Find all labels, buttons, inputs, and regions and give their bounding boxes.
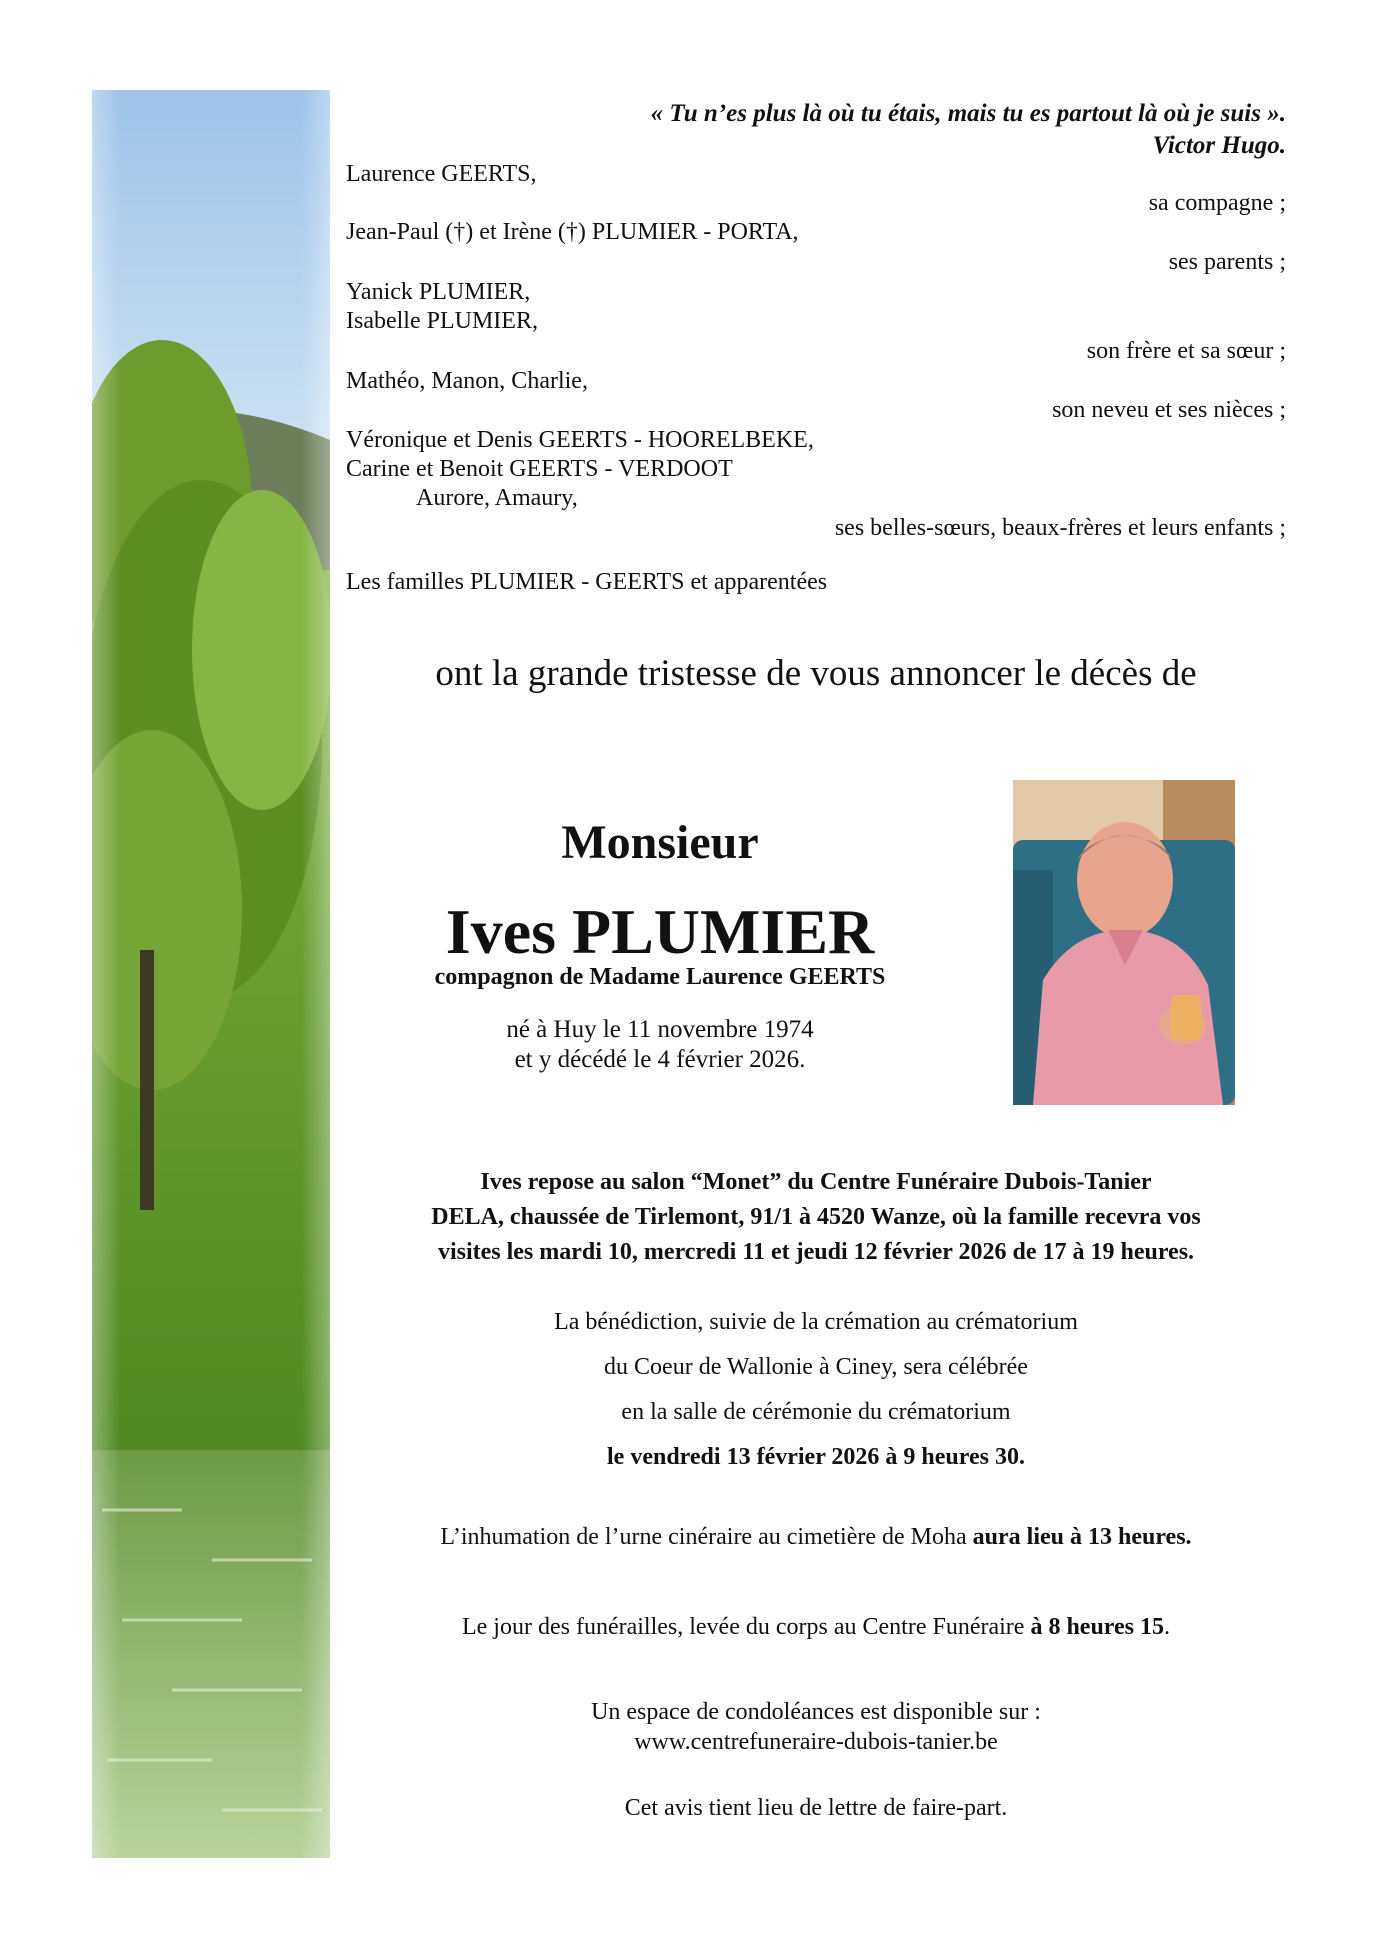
- ceremony-line-3: en la salle de cérémonie du crématorium: [621, 1399, 1011, 1425]
- family-name-2b: Isabelle PLUMIER,: [346, 308, 538, 334]
- landscape-strip-image: [92, 90, 330, 1858]
- family-name-2a: Yanick PLUMIER,: [346, 279, 531, 305]
- ceremony-info: [346, 1300, 1286, 1480]
- family-name-3: Mathéo, Manon, Charlie,: [346, 368, 588, 394]
- announcement-text: ont la grande tristesse de vous annoncer le décès de: [435, 653, 1197, 694]
- funeral-day-text: Le jour des funérailles, levée du corps au Centre Funéraire: [461, 1614, 1031, 1640]
- family-relation-0: sa compagne ;: [1148, 190, 1286, 216]
- family-relation-2: son frère et sa sœur ;: [1086, 338, 1286, 364]
- portrait-photo: [1013, 780, 1235, 1105]
- deceased-name: Ives PLUMIER: [445, 896, 875, 967]
- condolences-url[interactable]: www.centrefuneraire-dubois-tanier.be: [634, 1729, 998, 1755]
- visitation-line-1: Ives repose au salon “Monet” du Centre Funéraire Dubois-Tanier: [480, 1169, 1152, 1195]
- condolences-line: Un espace de condoléances est disponible sur :: [591, 1699, 1041, 1725]
- inhumation-time: aura lieu à 13 heures.: [972, 1524, 1192, 1550]
- death-line: et y décédé le 4 février 2026.: [514, 1046, 806, 1073]
- quote-author: Victor Hugo.: [1152, 132, 1286, 159]
- deceased-title: Monsieur: [561, 816, 759, 869]
- visitation-line-3: visites les mardi 10, mercredi 11 et jeudi 12 février 2026 de 17 à 19 heures.: [437, 1239, 1195, 1265]
- visitation-info: [346, 1165, 1286, 1270]
- family-name-5: Les familles PLUMIER - GEERTS et apparentées: [346, 569, 828, 595]
- ceremony-line-1: La bénédiction, suivie de la crémation au crématorium: [554, 1309, 1078, 1335]
- family-name-4b: Carine et Benoit GEERTS - VERDOOT: [346, 456, 733, 482]
- family-name-4a: Véronique et Denis GEERTS - HOORELBEKE,: [346, 427, 814, 453]
- inhumation-text: L’inhumation de l’urne cinéraire au cimetière de Moha: [440, 1524, 973, 1550]
- family-relation-3: son neveu et ses nièces ;: [1052, 397, 1286, 423]
- deceased-companion: compagnon de Madame Laurence GEERTS: [434, 964, 886, 990]
- ceremony-date: le vendredi 13 février 2026 à 9 heures 30.: [607, 1444, 1025, 1470]
- family-name-1: Jean-Paul (†) et Irène (†) PLUMIER - PORTA,: [346, 219, 799, 245]
- family-name-0: Laurence GEERTS,: [346, 161, 537, 187]
- closing-note: Cet avis tient lieu de lettre de faire-part.: [624, 1795, 1008, 1821]
- funeral-day-info: [346, 1612, 1286, 1642]
- ceremony-line-2: du Coeur de Wallonie à Ciney, sera célébrée: [604, 1354, 1028, 1380]
- quote: [651, 98, 1286, 162]
- family-name-4c: Aurore, Amaury,: [416, 485, 578, 511]
- inhumation-info: [346, 1522, 1286, 1552]
- visitation-line-2: DELA, chaussée de Tirlemont, 91/1 à 4520 Wanze, où la famille recevra vos: [431, 1204, 1201, 1230]
- deceased-dates: [346, 1015, 974, 1075]
- funeral-day-end: .: [1164, 1614, 1170, 1640]
- quote-text: « Tu n’es plus là où tu étais, mais tu es partout là où je suis ».: [650, 100, 1286, 127]
- birth-line: né à Huy le 11 novembre 1974: [506, 1016, 814, 1043]
- funeral-day-time: à 8 heures 15: [1030, 1614, 1164, 1640]
- family-relation-4: ses belles-sœurs, beaux-frères et leurs enfants ;: [834, 515, 1286, 541]
- family-relation-1: ses parents ;: [1168, 249, 1286, 275]
- condolences-info: [346, 1697, 1286, 1757]
